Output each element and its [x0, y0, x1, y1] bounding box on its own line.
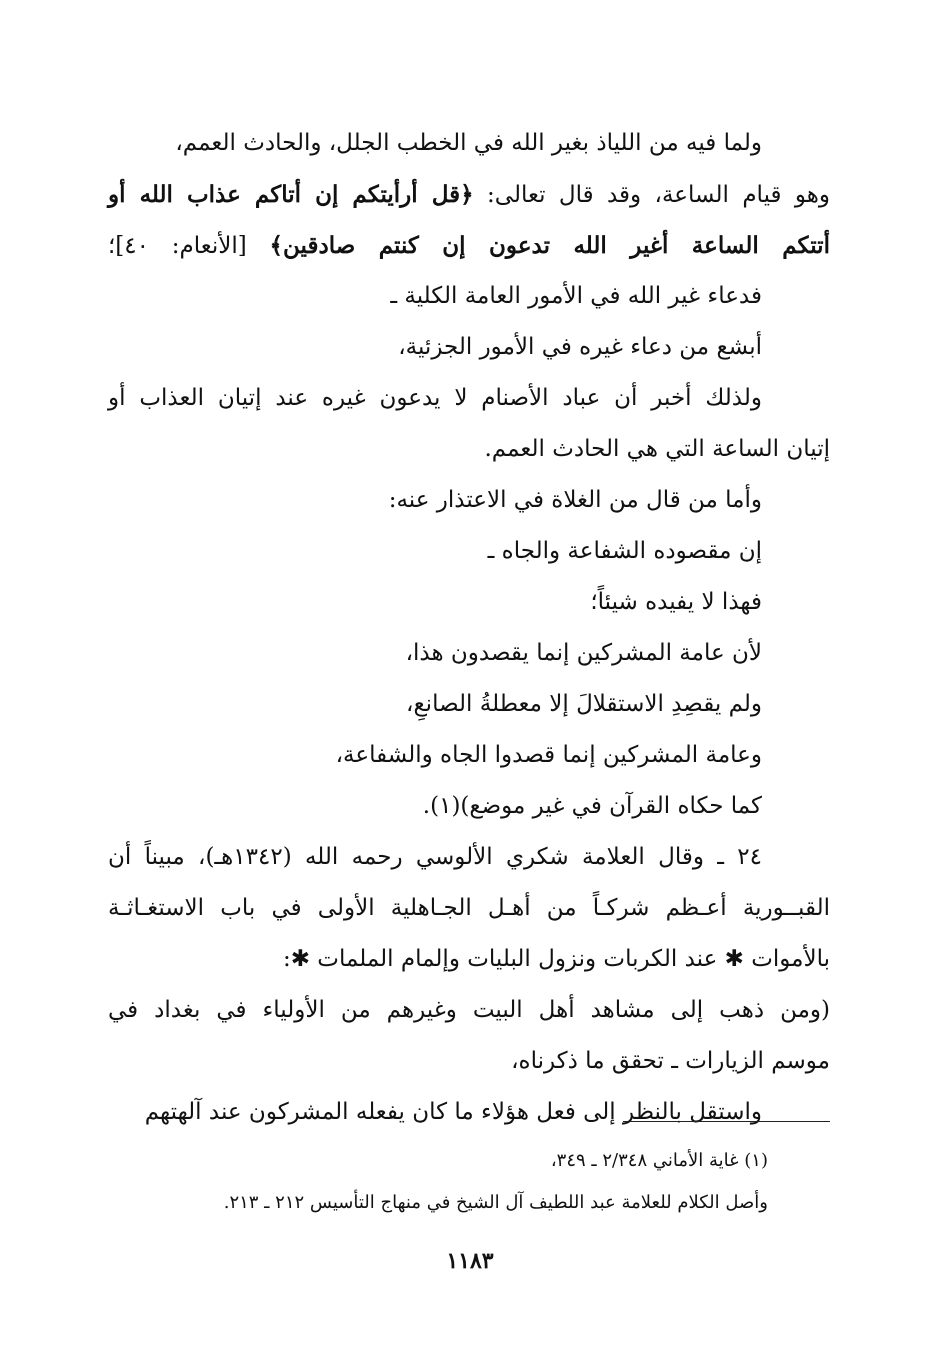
text-line-8: وأما من قال من الغلاة في الاعتذار عنه:	[388, 487, 762, 513]
text-line-15: ٢٤ ـ وقال العلامة شكري الألوسي رحمه الله (١٣٤٢هـ)، مبيناً أن	[108, 844, 762, 870]
text-line-16: القبــورية أعـظم شركـاً من أهـل الجـاهلية الأولى في باب الاستغـاثـة	[108, 895, 830, 921]
text-line-18: (ومن ذهب إلى مشاهد أهل البيت وغيرهم من الأولياء في بغداد في	[108, 997, 830, 1023]
body-text	[108, 118, 830, 1138]
text-line-20: واستقل بالنظر إلى فعل هؤلاء ما كان يفعله المشركون عند آلهتهم	[144, 1099, 762, 1125]
text-line-5: أبشع من دعاء غيره في الأمور الجزئية،	[398, 334, 762, 360]
text-line-9: إن مقصوده الشفاعة والجاه ـ	[487, 538, 762, 564]
text-line-19: موسم الزيارات ـ تحقق ما ذكرناه،	[511, 1048, 830, 1074]
text-line-6: ولذلك أخبر أن عباد الأصنام لا يدعون غيره عند إتيان العذاب أو	[108, 385, 762, 411]
quran-quote-end: أتتكم الساعة أغير الله تدعون إن كنتم صادقين﴾	[269, 232, 830, 259]
text-line-3	[108, 220, 830, 271]
quran-reference: [الأنعام: ٤٠]؛	[108, 233, 270, 259]
quran-quote-start: ﴿قل أرأيتكم إن أتاكم عذاب الله أو	[108, 181, 474, 208]
text-line-12: ولم يقصِدِ الاستقلالَ إلا معطلةُ الصانعِ،	[406, 691, 762, 717]
footnotes	[108, 1140, 768, 1224]
text-line-11: لأن عامة المشركين إنما يقصدون هذا،	[405, 640, 762, 666]
text-line-4: فدعاء غير الله في الأمور العامة الكلية ـ	[390, 283, 762, 309]
footnote-2: وأصل الكلام للعلامة عبد اللطيف آل الشيخ في منهاج التأسيس ٢١٢ ـ ٢١٣.	[223, 1192, 768, 1213]
text-line-13: وعامة المشركين إنما قصدوا الجاه والشفاعة،	[335, 742, 762, 768]
text-line-17: بالأموات ✱ عند الكربات ونزول البليات وإلمام الملمات ✱:	[282, 946, 830, 972]
text-line-10: فهذا لا يفيده شيئاً؛	[590, 589, 762, 615]
text-line-2-plain: وهو قيام الساعة، وقد قال تعالى:	[473, 182, 831, 208]
text-line-7: إتيان الساعة التي هي الحادث العمم.	[484, 436, 830, 462]
text-line-2	[108, 169, 830, 220]
text-line-14: كما حكاه القرآن في غير موضع)(١).	[422, 793, 762, 819]
page-number: ١١٨٣	[446, 1248, 494, 1274]
footnote-1: (١) غاية الأماني ٢/٣٤٨ ـ ٣٤٩،	[550, 1150, 768, 1171]
text-line-1: ولما فيه من اللياذ بغير الله في الخطب الجلل، والحادث العمم،	[175, 130, 762, 156]
footnote-separator	[623, 1121, 830, 1122]
